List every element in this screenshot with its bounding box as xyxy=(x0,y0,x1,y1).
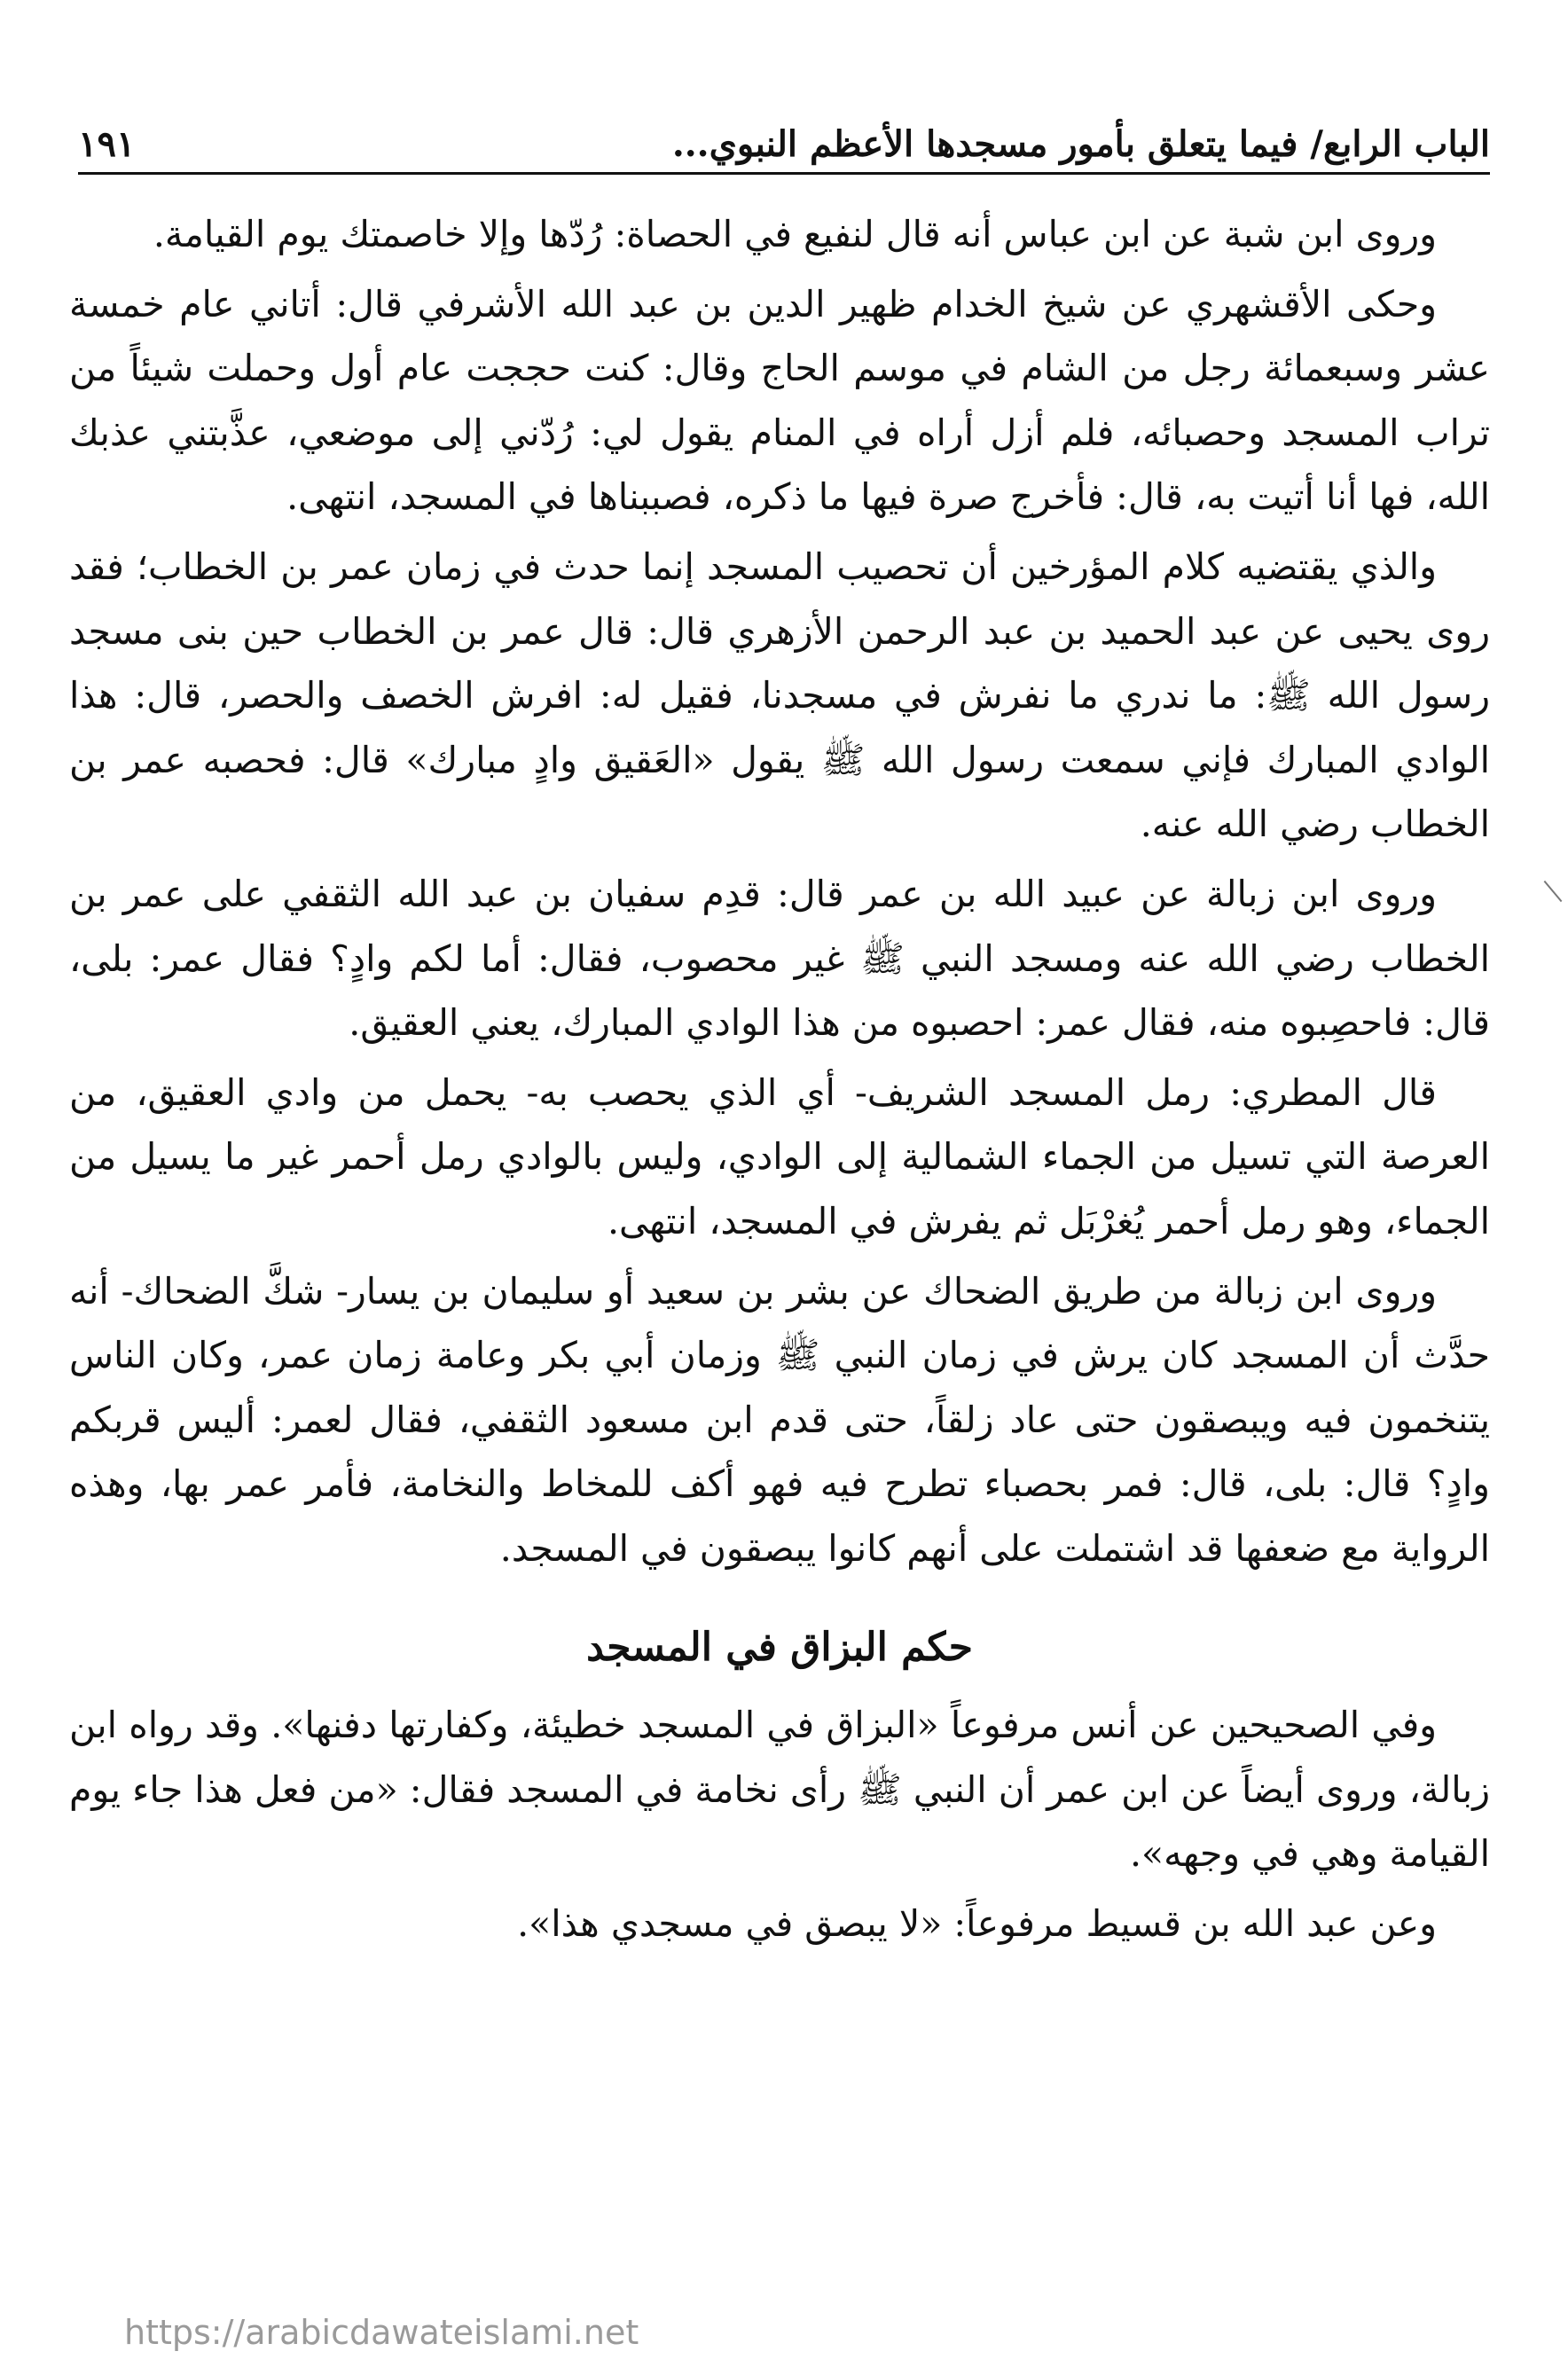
running-header xyxy=(78,92,1490,175)
paragraph-4: وروى ابن زبالة عن عبيد الله بن عمر قال: قدِم سفيان بن عبد الله الثقفي على عمر بن الخطاب رضي الله عنه ومسجد النبي ﷺ غير محصوب، فقال: أما لكم وادٍ؟ فقال عمر: بلى، قال: فاحصِبوه منه، فقال عمر: احصبوه من هذا الوادي المبارك، يعني العقيق. xyxy=(69,872,1490,1045)
paragraph-6: وروى ابن زبالة من طريق الضحاك عن بشر بن سعيد أو سليمان بن يسار- شكَّ الضحاك- أنه حدَّث أن المسجد كان يرش في زمان النبي ﷺ وزمان أبي بكر وعامة زمان عمر، وكان الناس يتنخمون فيه ويبصقون حتى عاد زلقاً، حتى قدم ابن مسعود الثقفي، فقال لعمر: أليس قربكم وادٍ؟ قال: بلى، قال: فمر بحصباء تطرح فيه فهو أكف للمخاط والنخامة، فأمر عمر بها، وهذه الرواية مع ضعفها قد اشتملت على أنهم كانوا يبصقون في المسجد. xyxy=(69,1269,1490,1570)
paragraph-3: والذي يقتضيه كلام المؤرخين أن تحصيب المسجد إنما حدث في زمان عمر بن الخطاب؛ فقد روى يحيى عن عبد الحميد بن عبد الرحمن الأزهري قال: قال عمر بن الخطاب حين بنى مسجد رسول الله ﷺ: ما ندري ما نفرش في مسجدنا، فقيل له: افرش الخصف والحصر، قال: هذا الوادي المبارك فإني سمعت رسول الله ﷺ يقول «العَقيق وادٍ مبارك» قال: فحصبه عمر بن الخطاب رضي الله عنه. xyxy=(69,545,1490,846)
watermark-url: https://arabicdawateislami.net xyxy=(124,2313,639,2352)
paragraph-5: قال المطري: رمل المسجد الشريف- أي الذي يحصب به- يحمل من وادي العقيق، من العرصة التي تسيل من الجماء الشمالية إلى الوادي، وليس بالوادي رمل أحمر غير ما يسيل من الجماء، وهو رمل أحمر يُغرْبَل ثم يفرش في المسجد، انتهى. xyxy=(69,1070,1490,1242)
margin-mark xyxy=(1544,881,1563,902)
section-paragraph-1: وفي الصحيحين عن أنس مرفوعاً «البزاق في المسجد خطيئة، وكفارتها دفنها». وقد رواه ابن زبالة، وروى أيضاً عن ابن عمر أن النبي ﷺ رأى نخامة في المسجد فقال: «من فعل هذا جاء يوم القيامة وهي في وجهه». xyxy=(69,1704,1490,1876)
paragraph-2: وحكى الأقشهري عن شيخ الخدام ظهير الدين بن عبد الله الأشرفي قال: أتاني عام خمسة عشر وسبعمائة رجل من الشام في موسم الحاج وقال: كنت حججت عام أول وحملت شيئاً من تراب المسجد وحصبائه، فلم أزل أراه في المنام يقول لي: رُدّني إلى موضعي، عذَّبتني عذبك الله، فها أنا أتيت به، قال: فأخرج صرة فيها ما ذكره، فصببناها في المسجد، انتهى. xyxy=(69,282,1490,519)
main-text xyxy=(69,202,1490,1961)
section-paragraph-2: وعن عبد الله بن قسيط مرفوعاً: «لا يبصق في مسجدي هذا». xyxy=(517,1901,1437,1945)
chapter-title: الباب الرابع/ فيما يتعلق بأمور مسجدها الأعظم النبوي... xyxy=(671,123,1490,165)
section-heading: حكم البزاق في المسجد xyxy=(586,1625,973,1671)
page-number: ١٩١ xyxy=(78,123,136,165)
paragraph-1: وروى ابن شبة عن ابن عباس أنه قال لنفيع في الحصاة: رُدّها وإلا خاصمتك يوم القيامة. xyxy=(153,213,1437,255)
